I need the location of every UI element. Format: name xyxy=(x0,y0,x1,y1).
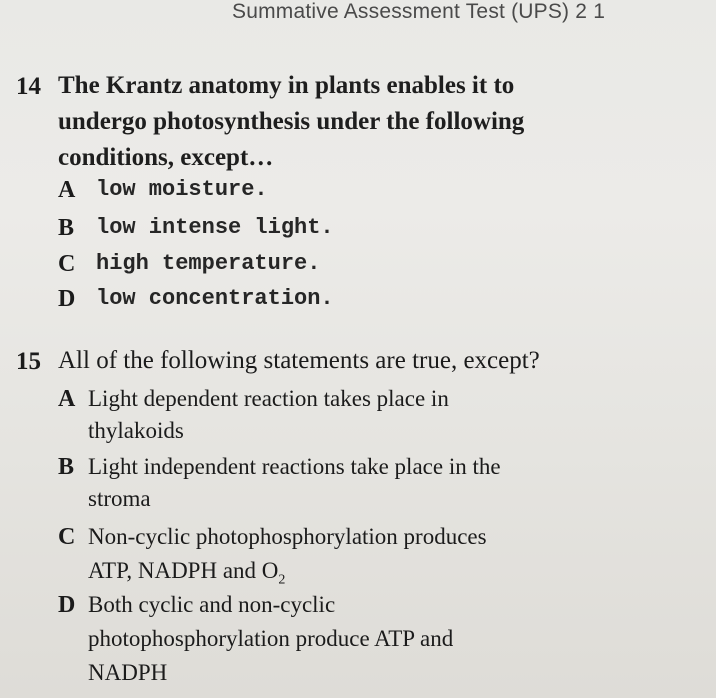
option-text-line: Both cyclic and non-cyclic xyxy=(88,592,336,617)
question-text-line: conditions, except… xyxy=(58,144,274,171)
option-text: high temperature. xyxy=(96,251,321,276)
option-letter: C xyxy=(58,524,76,550)
option-text-line: Non-cyclic photophosphorylation produces xyxy=(88,524,487,549)
option-letter: A xyxy=(58,177,76,203)
option-letter: B xyxy=(58,454,75,480)
option-letter: D xyxy=(58,592,76,618)
question-text-line: undergo photosynthesis under the following xyxy=(58,108,525,135)
question-number: 14 xyxy=(16,73,41,100)
option-text-line: Light dependent reaction takes place in xyxy=(88,386,449,411)
option-text-line: stroma xyxy=(88,486,151,511)
option-letter: D xyxy=(58,286,76,312)
question-text-line: The Krantz anatomy in plants enables it to xyxy=(58,72,515,99)
option-text-line: Light independent reactions take place in the xyxy=(88,454,501,479)
option-text-segment: ATP, NADPH and O xyxy=(88,558,279,583)
question-number: 15 xyxy=(16,348,41,375)
option-text-line: thylakoids xyxy=(88,418,184,443)
assessment-header: Summative Assessment Test (UPS) 2 1 xyxy=(232,0,606,23)
option-letter: A xyxy=(58,386,76,412)
option-text: low concentration. xyxy=(96,286,334,311)
option-text: low intense light. xyxy=(96,215,334,240)
option-text: low moisture. xyxy=(96,177,268,202)
subscript: 2 xyxy=(278,572,286,588)
option-text-line: NADPH xyxy=(88,660,168,685)
question-text: All of the following statements are true, except? xyxy=(58,347,540,374)
option-letter: C xyxy=(58,251,76,277)
option-text-line: photophosphorylation produce ATP and xyxy=(88,626,454,651)
option-letter: B xyxy=(58,215,75,241)
